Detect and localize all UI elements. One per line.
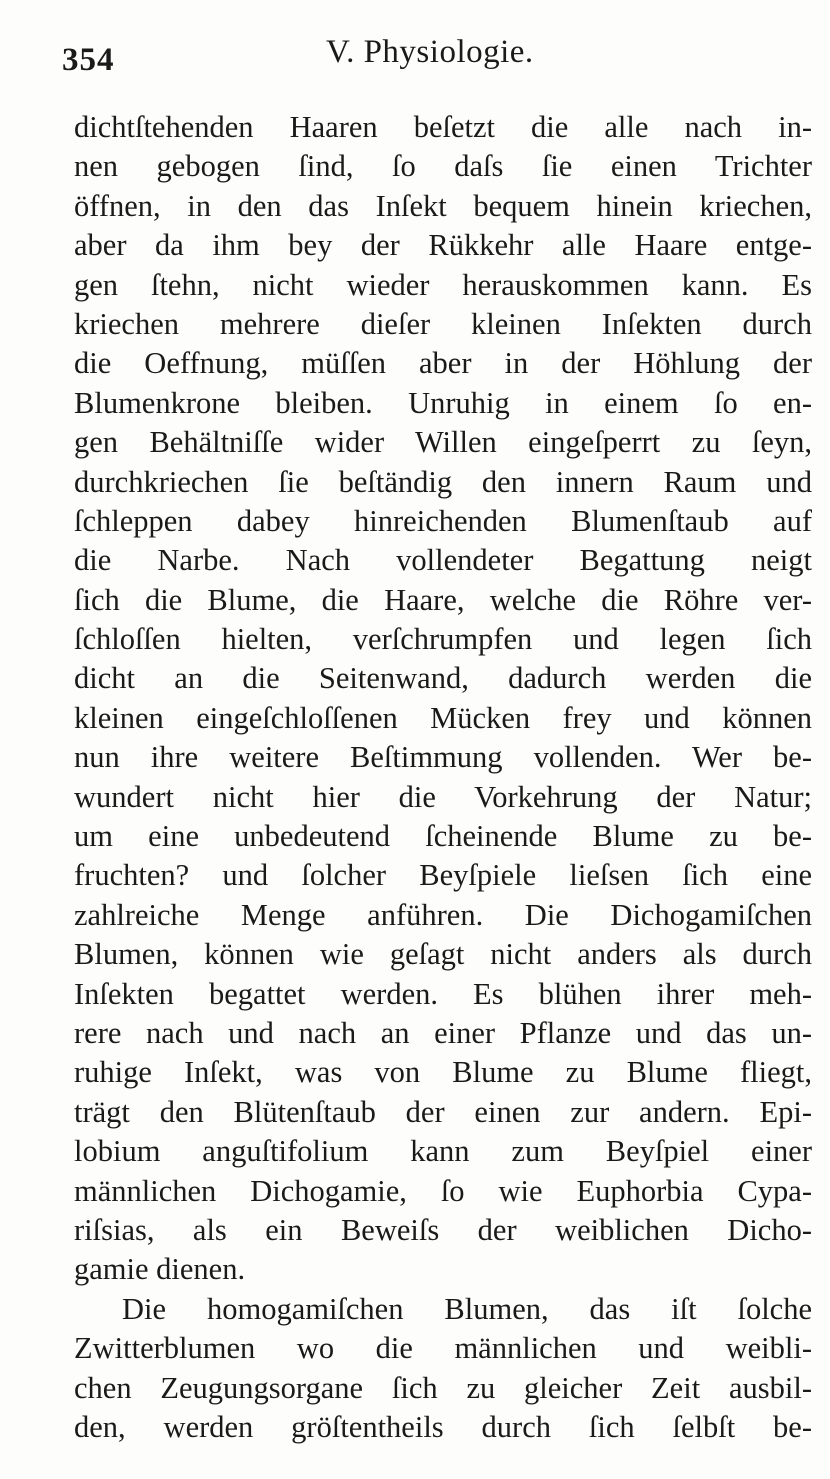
text-line: Blumenkrone bleiben. Unruhig in einem ſo en- — [74, 385, 812, 420]
text-line: um eine unbedeutend ſcheinende Blume zu be- — [74, 819, 812, 854]
text-line: öffnen, in den das Inſekt bequem hinein kriechen, — [74, 188, 812, 223]
text-line: fruchten? und ſolcher Beyſpiele lieſsen ſich eine — [74, 858, 812, 893]
text-line: gamie dienen. — [74, 1252, 246, 1287]
text-line: die Narbe. Nach vollendeter Begattung neigt — [74, 543, 812, 578]
text-line: aber da ihm bey der Rükkehr alle Haare entge- — [74, 228, 812, 263]
text-line: ruhige Inſekt, was von Blume zu Blume fliegt, — [74, 1055, 812, 1090]
text-line: riſsias, als ein Beweiſs der weiblichen Dicho- — [74, 1212, 812, 1247]
text-line: wundert nicht hier die Vorkehrung der Natur; — [74, 779, 812, 814]
text-line: rere nach und nach an einer Pflanze und das un- — [74, 1015, 812, 1050]
body-text — [74, 108, 812, 1447]
text-line: dicht an die Seitenwand, dadurch werden die — [74, 661, 812, 696]
text-line: durchkriechen ſie beſtändig den innern Raum und — [74, 464, 812, 499]
paragraph-1 — [74, 108, 812, 1290]
text-line: nun ihre weitere Beſtimmung vollenden. Wer be- — [74, 740, 812, 775]
text-line: gen ſtehn, nicht wieder herauskommen kann. Es — [74, 267, 812, 302]
page-number: 354 — [62, 42, 115, 78]
text-line: nen gebogen ſind, ſo daſs ſie einen Trichter — [74, 149, 812, 184]
text-line: zahlreiche Menge anführen. Die Dichogamiſchen — [74, 897, 812, 932]
text-line: ſchloſſen hielten, verſchrumpfen und legen ſich — [74, 622, 812, 657]
text-line: ſich die Blume, die Haare, welche die Röhre ver- — [74, 582, 812, 617]
running-head: V. Physiologie. — [326, 34, 534, 70]
text-line: den, werden gröſtentheils durch ſich ſelbſt be- — [74, 1409, 812, 1444]
text-line: trägt den Blütenſtaub der einen zur andern. Epi- — [74, 1094, 812, 1129]
page-header — [0, 30, 830, 90]
paragraph-2 — [74, 1290, 812, 1448]
text-line: Zwitterblumen wo die männlichen und weibli- — [74, 1331, 812, 1366]
text-line: gen Behältniſſe wider Willen eingeſperrt zu ſeyn, — [74, 425, 812, 460]
text-line: männlichen Dichogamie, ſo wie Euphorbia Cypa- — [74, 1173, 812, 1208]
text-line: dichtſtehenden Haaren beſetzt die alle nach in- — [74, 110, 812, 144]
text-line: kriechen mehrere dieſer kleinen Inſekten durch — [74, 306, 812, 341]
text-line: chen Zeugungsorgane ſich zu gleicher Zeit ausbil- — [74, 1370, 812, 1405]
text-line: Blumen, können wie geſagt nicht anders als durch — [74, 937, 812, 972]
text-line: Inſekten begattet werden. Es blühen ihrer meh- — [74, 976, 812, 1011]
text-line: die Oeffnung, müſſen aber in der Höhlung der — [74, 346, 812, 381]
text-line: kleinen eingeſchloſſenen Mücken frey und können — [74, 700, 812, 735]
text-line: Die homogamiſchen Blumen, das iſt ſolche — [122, 1291, 812, 1326]
text-line: ſchleppen dabey hinreichenden Blumenſtaub auf — [74, 503, 812, 538]
text-line: lobium anguſtifolium kann zum Beyſpiel einer — [74, 1134, 812, 1169]
